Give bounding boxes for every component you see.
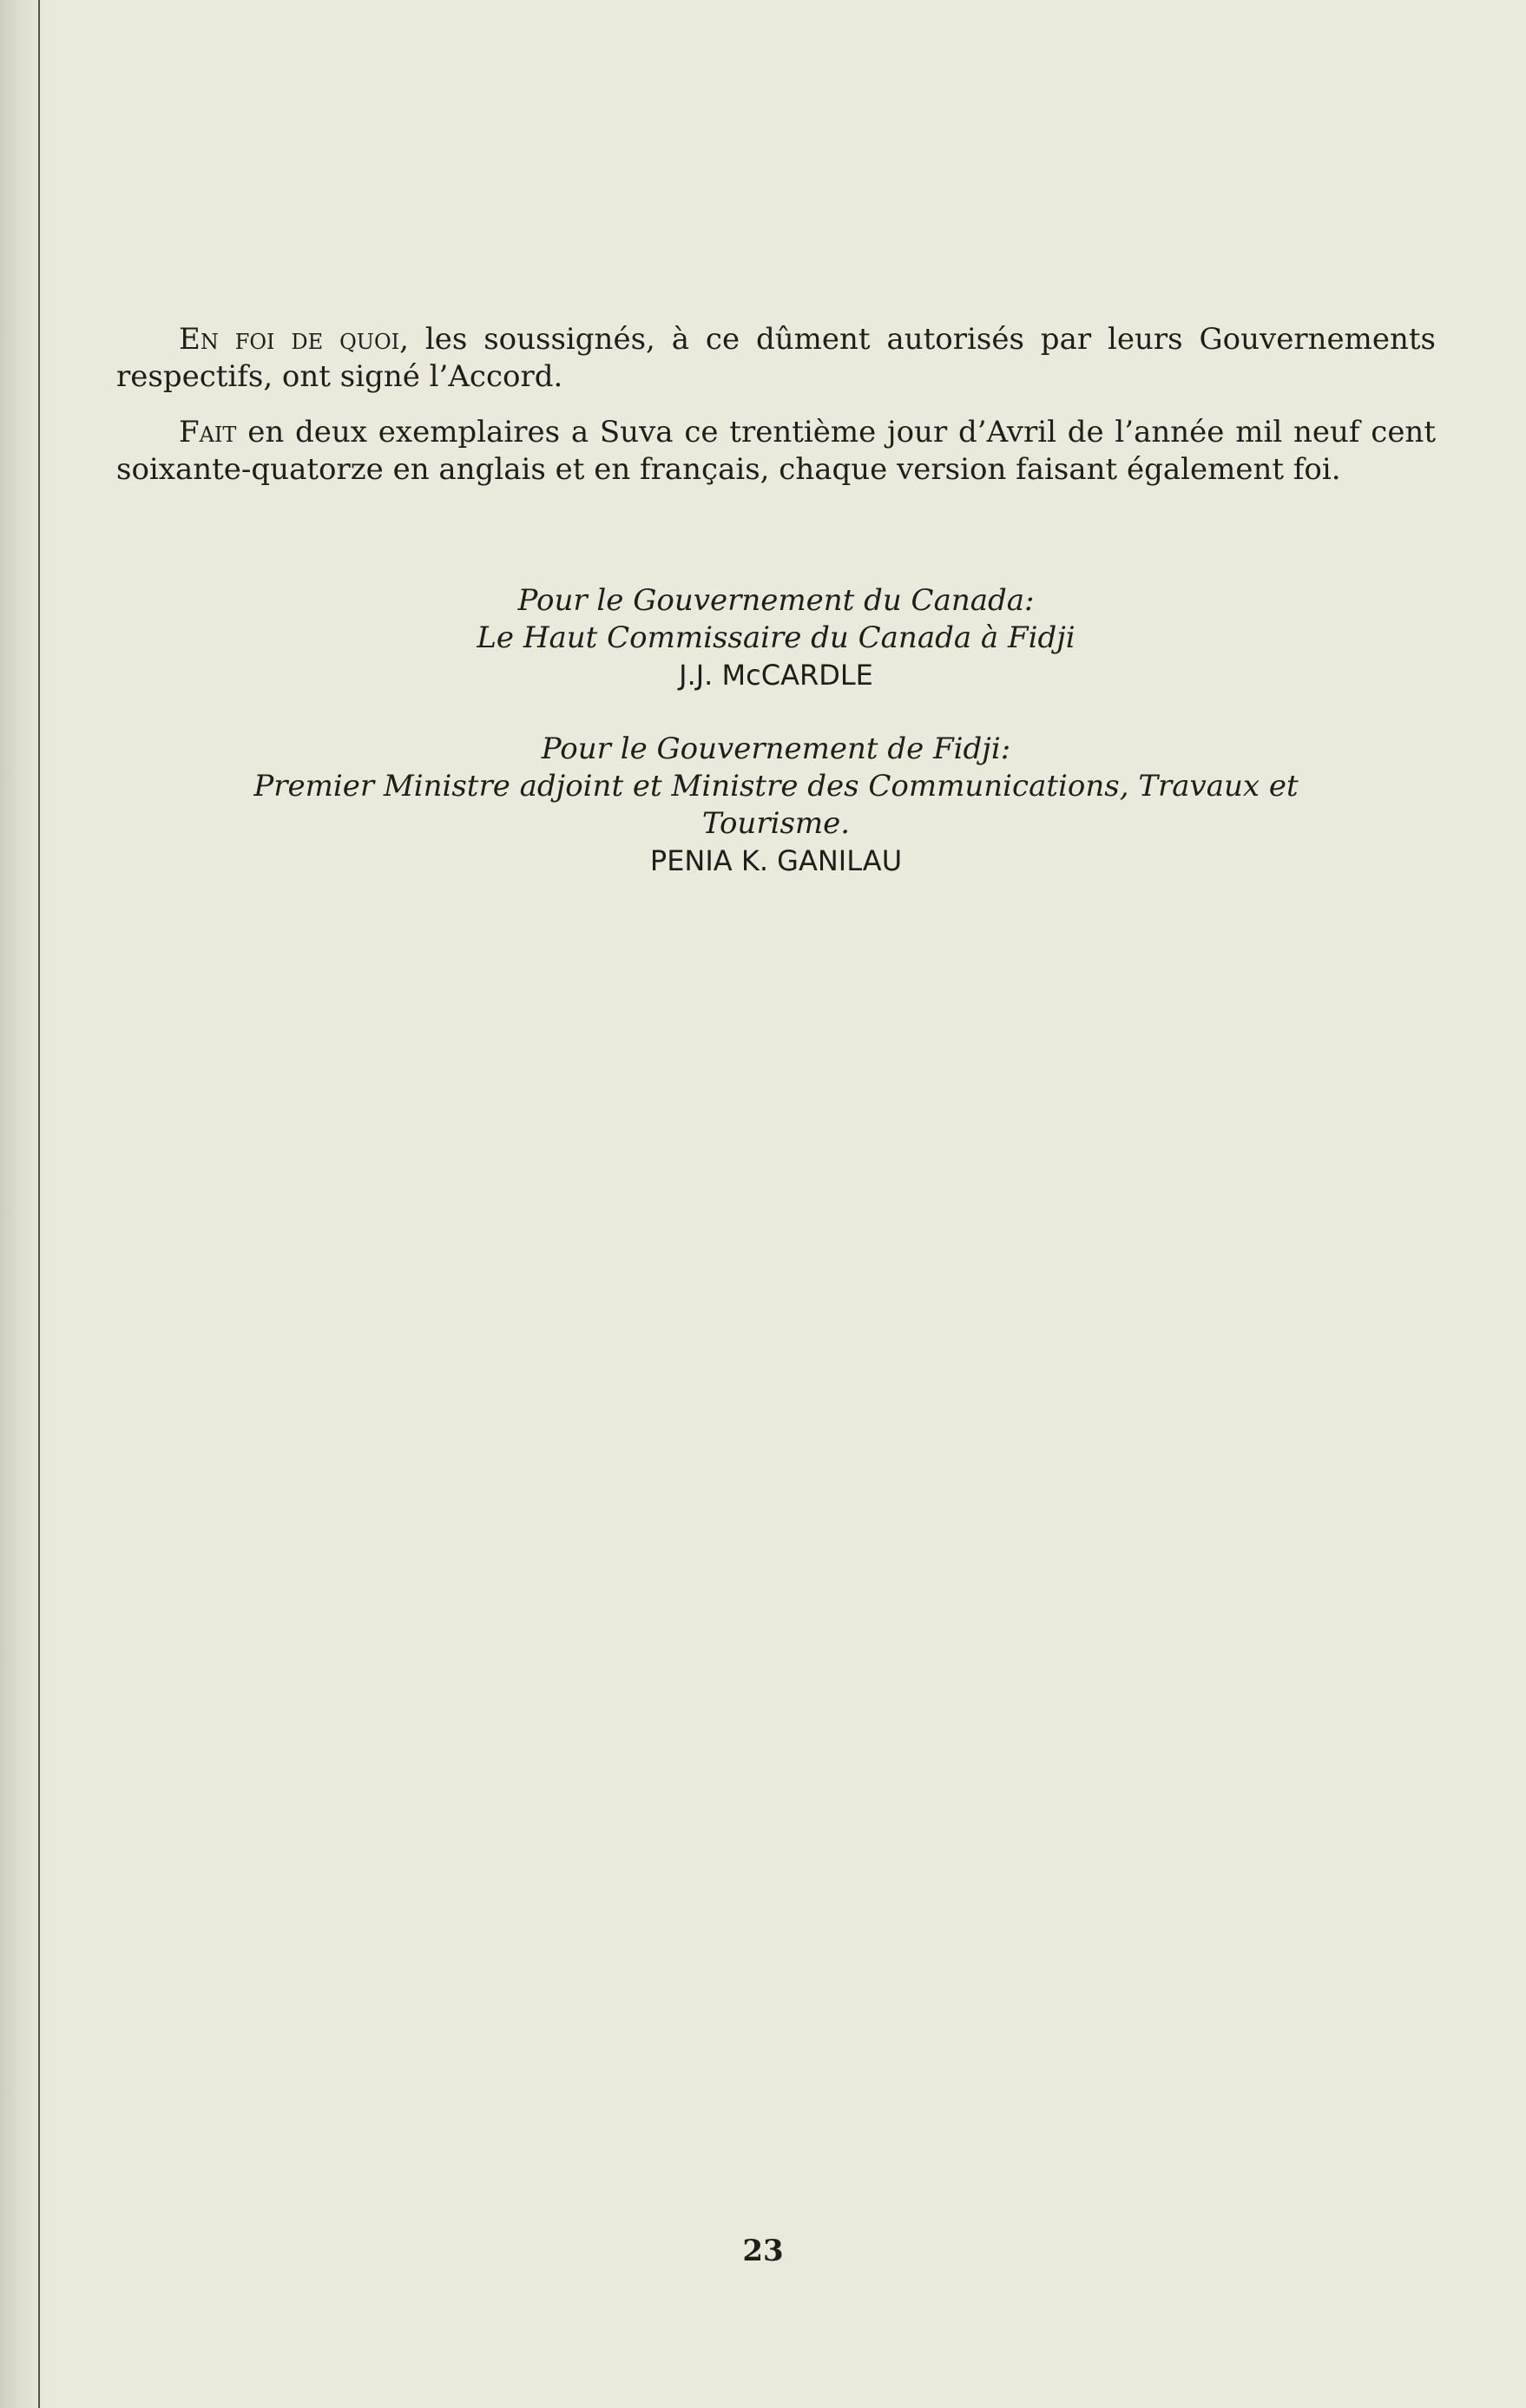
signatory-title: Premier Ministre adjoint et Ministre des Communications, Travaux et: [253, 769, 1299, 804]
paragraph-en-foi-de-quoi: [116, 321, 1436, 396]
paragraph-text: , les soussignés, à ce dûment autorisés par leurs Gouvernements respectifs, ont signé l’Accord.: [116, 322, 1436, 394]
signature-block-fidji: [116, 731, 1436, 880]
signatory-name: PENIA K. GANILAU: [649, 844, 903, 877]
paragraph-lead: Fait: [179, 415, 237, 449]
signature-heading: Pour le Gouvernement de Fidji:: [541, 732, 1011, 766]
signatory-title: Le Haut Commissaire du Canada à Fidji: [477, 620, 1075, 655]
paragraph-lead: En foi de quoi: [179, 322, 400, 357]
body-text: [116, 321, 1436, 507]
paragraph-text: en deux exemplaires a Suva ce trentième jour d’Avril de l’année mil neuf cent soixante-quatorze en anglais et en français, chaque version faisant également foi.: [116, 415, 1436, 487]
page-number: 23: [742, 2234, 784, 2268]
paragraph-fait: [116, 414, 1436, 489]
signature-block-canada: [116, 582, 1436, 694]
signatory-title-continued: Tourisme.: [701, 806, 851, 841]
page-binding-shadow: [0, 0, 49, 2408]
signatory-name: J.J. McCARDLE: [679, 659, 873, 692]
signature-heading: Pour le Gouvernement du Canada:: [517, 583, 1035, 618]
page-binding-line: [38, 0, 40, 2408]
